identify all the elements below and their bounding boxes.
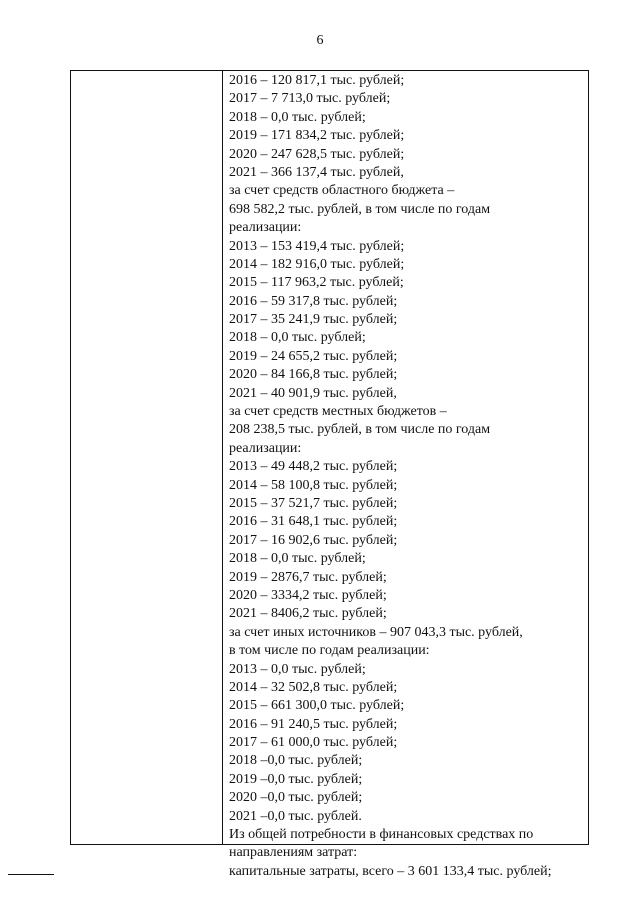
text-line: 2014 – 32 502,8 тыс. рублей; [229,679,398,695]
text-line: 208 238,5 тыс. рублей, в том числе по годам [229,422,491,438]
table-left-column [71,71,223,844]
text-line: 2018 – 0,0 тыс. рублей; [229,109,366,125]
text-line: 2017 – 16 902,6 тыс. рублей; [229,532,398,548]
text-line: капитальные затраты, всего – 3 601 133,4 тыс. рублей; [229,863,552,879]
text-line: 2014 – 182 916,0 тыс. рублей; [229,256,405,272]
text-line: 2014 – 58 100,8 тыс. рублей; [229,477,398,493]
text-line: 2015 – 117 963,2 тыс. рублей; [229,275,404,291]
text-line: 2020 – 247 628,5 тыс. рублей; [229,146,405,162]
text-line: 2015 – 661 300,0 тыс. рублей; [229,698,405,714]
text-line: реализации: [229,220,302,236]
text-line: 2019 – 24 655,2 тыс. рублей; [229,348,398,364]
text-line: Из общей потребности в финансовых средствах по [229,827,534,843]
text-line: 698 582,2 тыс. рублей, в том числе по годам [229,201,491,217]
text-line: 2019 –0,0 тыс. рублей; [229,771,363,787]
text-line: 2018 – 0,0 тыс. рублей; [229,551,366,567]
text-line: 2021 –0,0 тыс. рублей. [229,808,362,824]
text-line: 2020 – 84 166,8 тыс. рублей; [229,367,398,383]
text-line: 2017 – 35 241,9 тыс. рублей; [229,312,398,328]
text-line: 2021 – 366 137,4 тыс. рублей, [229,164,404,180]
text-line: 2016 – 31 648,1 тыс. рублей; [229,514,398,530]
text-line: 2017 – 61 000,0 тыс. рублей; [229,735,398,751]
text-line: 2019 – 2876,7 тыс. рублей; [229,569,387,585]
text-line: 2016 – 59 317,8 тыс. рублей; [229,293,398,309]
text-line: реализации: [229,440,302,456]
text-line: 2019 – 171 834,2 тыс. рублей; [229,128,405,144]
text-line: 2015 – 37 521,7 тыс. рублей; [229,495,398,511]
document-table [70,70,589,879]
text-line: 2018 – 0,0 тыс. рублей; [229,330,366,346]
text-line: 2021 – 40 901,9 тыс. рублей, [229,385,397,401]
text-line: за счет иных источников – 907 043,3 тыс. рублей, [229,624,523,640]
text-line: 2020 –0,0 тыс. рублей; [229,790,363,806]
text-line: 2017 – 7 713,0 тыс. рублей; [229,91,391,107]
text-line: 2013 – 153 419,4 тыс. рублей; [229,238,405,254]
text-line: 2016 – 91 240,5 тыс. рублей; [229,716,398,732]
text-line: 2013 – 0,0 тыс. рублей; [229,661,366,677]
text-line: за счет средств местных бюджетов – [229,404,447,420]
text-line: 2021 – 8406,2 тыс. рублей; [229,606,387,622]
text-line: направлениям затрат: [229,845,358,861]
footnote-divider [8,874,54,875]
text-line: 2013 – 49 448,2 тыс. рублей; [229,459,398,475]
text-line: 2020 – 3334,2 тыс. рублей; [229,587,387,603]
text-line: за счет средств областного бюджета – [229,183,455,199]
text-line: в том числе по годам реализации: [229,643,430,659]
table-right-column [223,71,588,879]
text-line: 2018 –0,0 тыс. рублей; [229,753,363,769]
page-number: 6 [316,33,324,48]
text-line: 2016 – 120 817,1 тыс. рублей; [229,73,405,88]
